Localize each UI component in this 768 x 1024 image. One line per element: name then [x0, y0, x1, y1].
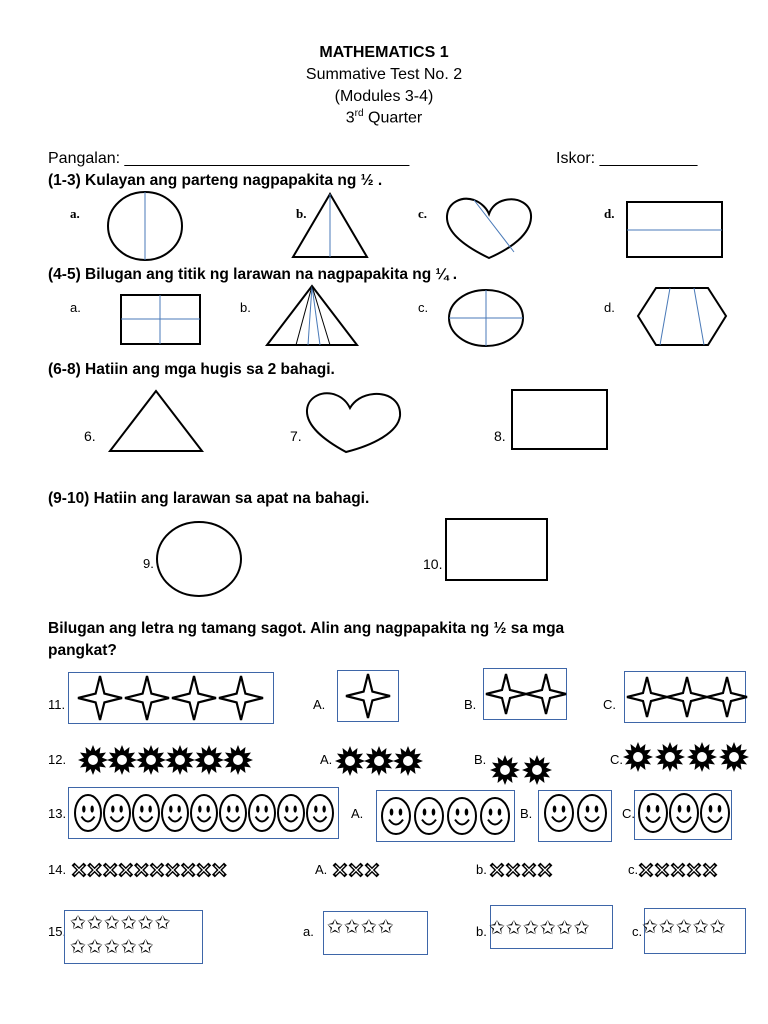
option-label[interactable]: B.	[464, 697, 477, 712]
option-label: d.	[604, 206, 615, 221]
triangle-divided	[264, 284, 360, 348]
question-4-5: (4-5) Bilugan ang titik ng larawan na nagpapakita ng ¼ .	[48, 266, 458, 283]
sun-group-b[interactable]	[490, 752, 560, 788]
smiley-icon	[307, 795, 333, 831]
sun-center-icon	[374, 756, 384, 766]
sparkle-icon	[526, 674, 566, 714]
smiley-icon	[415, 798, 443, 834]
option-label[interactable]: c.	[632, 924, 643, 939]
smiley-icon	[578, 795, 606, 831]
cross-icon	[334, 864, 346, 876]
circle-halved[interactable]	[100, 190, 190, 262]
cross-icon	[198, 864, 210, 876]
question-11-15: Bilugan ang letra ng tamang sagot. Alin ang nagpapakita ng ½ sa mga	[48, 620, 565, 637]
smiley-icon	[75, 795, 101, 831]
rectangle-quartered	[120, 294, 202, 346]
smiley-icon	[670, 794, 698, 832]
item-number: 11.	[48, 697, 66, 712]
option-label[interactable]: A.	[320, 752, 333, 767]
cross-icon	[120, 864, 132, 876]
smiley-icon	[191, 795, 217, 831]
smiley-icon	[133, 795, 159, 831]
star-group-a: ✩✩✩✩	[327, 917, 395, 938]
smiley-icon	[639, 794, 667, 832]
item-number: 15.	[48, 924, 67, 939]
option-label[interactable]: c.	[628, 862, 639, 877]
cross-group-14	[71, 860, 231, 880]
item-number: 14.	[48, 862, 67, 877]
option-label[interactable]: c.	[418, 300, 429, 315]
smiley-icon	[382, 798, 410, 834]
cross-icon	[350, 864, 362, 876]
cross-icon	[640, 864, 652, 876]
cross-icon	[167, 864, 179, 876]
option-label: a.	[70, 206, 80, 221]
item-number: 10.	[423, 556, 443, 572]
sparkle-icon	[707, 677, 747, 717]
cross-icon	[182, 864, 194, 876]
question-1-3: (1-3) Kulayan ang parteng nagpapakita ng ½ .	[48, 172, 383, 189]
smiley-icon	[278, 795, 304, 831]
option-label[interactable]: C.	[603, 697, 616, 712]
sun-center-icon	[729, 752, 739, 762]
sparkle-icon	[125, 676, 169, 720]
modules-label: (Modules 3-4)	[334, 88, 434, 105]
option-label[interactable]: a.	[70, 300, 81, 315]
item-number: 8.	[494, 428, 506, 444]
sparkle-icon	[486, 674, 526, 714]
sparkle-icon	[346, 674, 390, 718]
oval-quartered	[448, 288, 528, 348]
option-label[interactable]: d.	[604, 300, 615, 315]
star-group-b: ✩✩✩✩✩✩	[489, 918, 591, 939]
sparkle-group-b	[486, 670, 566, 718]
sun-center-icon	[697, 752, 707, 762]
heart-halved[interactable]	[444, 194, 534, 262]
circle-9[interactable]	[154, 520, 244, 598]
question-9-10: (9-10) Hatiin ang larawan sa apat na bahagi.	[48, 490, 370, 507]
sun-center-icon	[345, 756, 355, 766]
heart-7[interactable]	[304, 390, 402, 456]
smiley-group-c	[637, 792, 731, 838]
cross-icon	[213, 864, 225, 876]
cross-icon	[507, 864, 519, 876]
cross-icon	[73, 864, 85, 876]
sun-center-icon	[233, 755, 243, 765]
option-label[interactable]: C.	[622, 806, 635, 821]
smiley-group-b	[541, 793, 611, 839]
option-label[interactable]: A.	[315, 862, 328, 877]
smiley-icon	[249, 795, 275, 831]
option-label[interactable]: B.	[474, 752, 487, 767]
smiley-icon	[545, 795, 573, 831]
hexagon-divided	[636, 286, 728, 348]
smiley-icon	[162, 795, 188, 831]
rectangle-10[interactable]	[445, 518, 549, 582]
sun-center-icon	[117, 755, 127, 765]
sun-group-a[interactable]	[335, 743, 425, 779]
cross-icon	[104, 864, 116, 876]
star-group-c: ✩✩✩✩✩	[642, 917, 727, 938]
cross-group-c[interactable]	[638, 860, 730, 880]
sun-center-icon	[175, 755, 185, 765]
sun-center-icon	[665, 752, 675, 762]
option-label[interactable]: b.	[476, 924, 487, 939]
sparkle-icon	[78, 676, 122, 720]
item-number: 13.	[48, 806, 67, 821]
rectangle-halved[interactable]	[626, 201, 724, 259]
sparkle-group-c	[627, 673, 745, 721]
sun-center-icon	[633, 752, 643, 762]
item-number: 6.	[84, 428, 96, 444]
score-field[interactable]: Iskor: ___________	[556, 150, 698, 167]
rectangle-8[interactable]	[511, 389, 609, 451]
sparkle-group-a	[340, 672, 396, 720]
cross-icon	[656, 864, 668, 876]
item-number: 7.	[290, 428, 302, 444]
option-label[interactable]: b.	[240, 300, 251, 315]
option-label[interactable]: A.	[351, 806, 364, 821]
sun-center-icon	[403, 756, 413, 766]
quarter-label: 3rd Quarter	[345, 108, 423, 127]
option-label: b.	[296, 206, 307, 221]
star-group-15-row1: ✩✩✩✩✩✩	[70, 913, 172, 934]
sparkle-icon	[627, 677, 667, 717]
sun-center-icon	[500, 765, 510, 775]
name-field[interactable]: Pangalan: ________________________________	[48, 150, 410, 167]
cross-group-b[interactable]	[489, 860, 561, 880]
sun-center-icon	[204, 755, 214, 765]
sparkle-icon	[219, 676, 263, 720]
sparkle-group-11	[72, 674, 272, 722]
smiley-icon	[481, 798, 509, 834]
smiley-icon	[701, 794, 729, 832]
option-label: c.	[418, 206, 428, 221]
sparkle-icon	[172, 676, 216, 720]
sparkle-icon	[667, 677, 707, 717]
smiley-group-13	[72, 790, 336, 836]
question-11-15-cont: pangkat?	[48, 642, 117, 659]
sun-center-icon	[146, 755, 156, 765]
smiley-group-a	[379, 793, 513, 839]
subtitle: Summative Test No. 2	[305, 66, 463, 83]
item-number: 12.	[48, 752, 67, 767]
cross-icon	[491, 864, 503, 876]
cross-icon	[89, 864, 101, 876]
sun-group-c[interactable]	[623, 741, 748, 777]
cross-icon	[151, 864, 163, 876]
cross-icon	[366, 864, 378, 876]
cross-icon	[135, 864, 147, 876]
sun-center-icon	[88, 755, 98, 765]
smiley-icon	[104, 795, 130, 831]
triangle-halved[interactable]	[290, 190, 370, 260]
question-6-8: (6-8) Hatiin ang mga hugis sa 2 bahagi.	[48, 361, 335, 378]
cross-icon	[688, 864, 700, 876]
option-label[interactable]: A.	[313, 697, 326, 712]
smiley-icon	[220, 795, 246, 831]
page-title: MATHEMATICS 1	[319, 44, 449, 61]
star-group-15-row2: ✩✩✩✩✩	[70, 937, 155, 958]
option-label[interactable]: C.	[610, 752, 623, 767]
option-label[interactable]: b.	[476, 862, 487, 877]
option-label[interactable]: B.	[520, 806, 533, 821]
cross-icon	[704, 864, 716, 876]
cross-icon	[539, 864, 551, 876]
sun-center-icon	[532, 765, 542, 775]
item-number: 9.	[143, 556, 154, 571]
triangle-6[interactable]	[106, 388, 206, 454]
sun-group-12	[78, 741, 258, 779]
cross-icon	[523, 864, 535, 876]
option-label[interactable]: a.	[303, 924, 314, 939]
smiley-icon	[448, 798, 476, 834]
cross-group-a[interactable]	[332, 860, 392, 880]
cross-icon	[672, 864, 684, 876]
